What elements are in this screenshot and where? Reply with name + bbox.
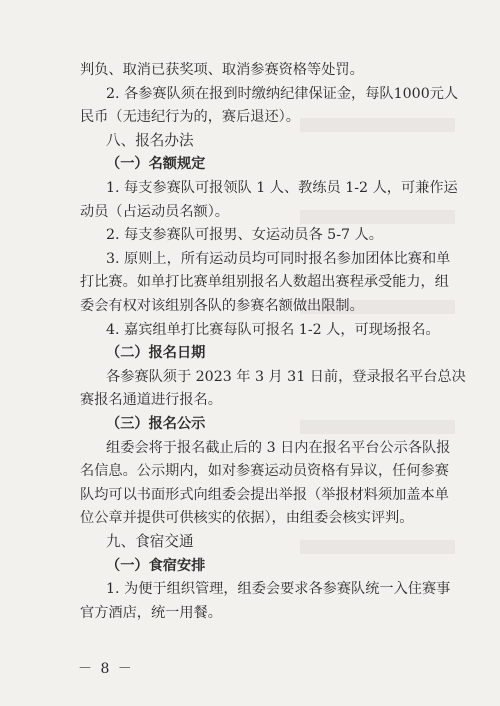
subsection-heading: （二）报名日期 xyxy=(106,345,206,362)
paragraph-line: 委会有权对该组别各队的参赛名额做出限制。 xyxy=(80,298,364,314)
section-heading: 九、食宿交通 xyxy=(106,533,194,550)
subsection-heading: （一）名额规定 xyxy=(106,156,206,173)
page-number: － 8 － xyxy=(78,661,134,677)
paragraph-line: 2. 各参赛队须在报到时缴纳纪律保证金，每队1000元人 xyxy=(106,85,459,102)
paragraph-line: 官方酒店，统一用餐。 xyxy=(80,604,222,621)
paragraph-line: 赛报名通道进行报名。 xyxy=(80,392,222,409)
paragraph-line: 民币（无违纪行为的，赛后退还）。 xyxy=(80,109,300,126)
section-heading: 八、报名办法 xyxy=(106,131,194,149)
paragraph-line: 各参赛队须于 2023 年 3 月 31 日前，登录报名平台总决 xyxy=(106,368,466,385)
paragraph-line: 位公章并提供可供核实的依据），由组委会核实评判。 xyxy=(80,510,414,527)
paragraph-line: 组委会将于报名截止后的 3 日内在报名平台公示各队报 xyxy=(106,439,451,456)
paragraph-line: 名信息。公示期内，如对参赛运动员资格有异议，任何参赛 xyxy=(80,463,449,480)
paragraph-line: 动员（占运动员名额）。 xyxy=(80,203,229,220)
paragraph-line: 1. 每支参赛队可报领队 1 人、教练员 1-2 人，可兼作运 xyxy=(106,180,458,196)
subsection-heading: （三）报名公示 xyxy=(106,416,206,432)
paragraph-line: 打比赛。如单打比赛单组别报名人数超出赛程承受能力，组 xyxy=(80,274,449,291)
subsection-heading: （一）食宿安排 xyxy=(106,557,206,574)
paragraph-line: 3. 原则上，所有运动员均可同时报名参加团体比赛和单 xyxy=(106,250,451,267)
paragraph-line: 1. 为便于组织管理，组委会要求各参赛队统一入住赛事 xyxy=(106,581,451,598)
paragraph-line: 队均可以书面形式向组委会提出举报（举报材料须加盖本单 xyxy=(80,486,449,503)
paragraph-line: 2. 每支参赛队可报男、女运动员各 5-7 人。 xyxy=(106,227,383,244)
paragraph-line: 判负、取消已获奖项、取消参赛资格等处罚。 xyxy=(80,62,364,78)
paragraph-line: 4. 嘉宾组单打比赛每队可报名 1-2 人，可现场报名。 xyxy=(106,321,440,338)
